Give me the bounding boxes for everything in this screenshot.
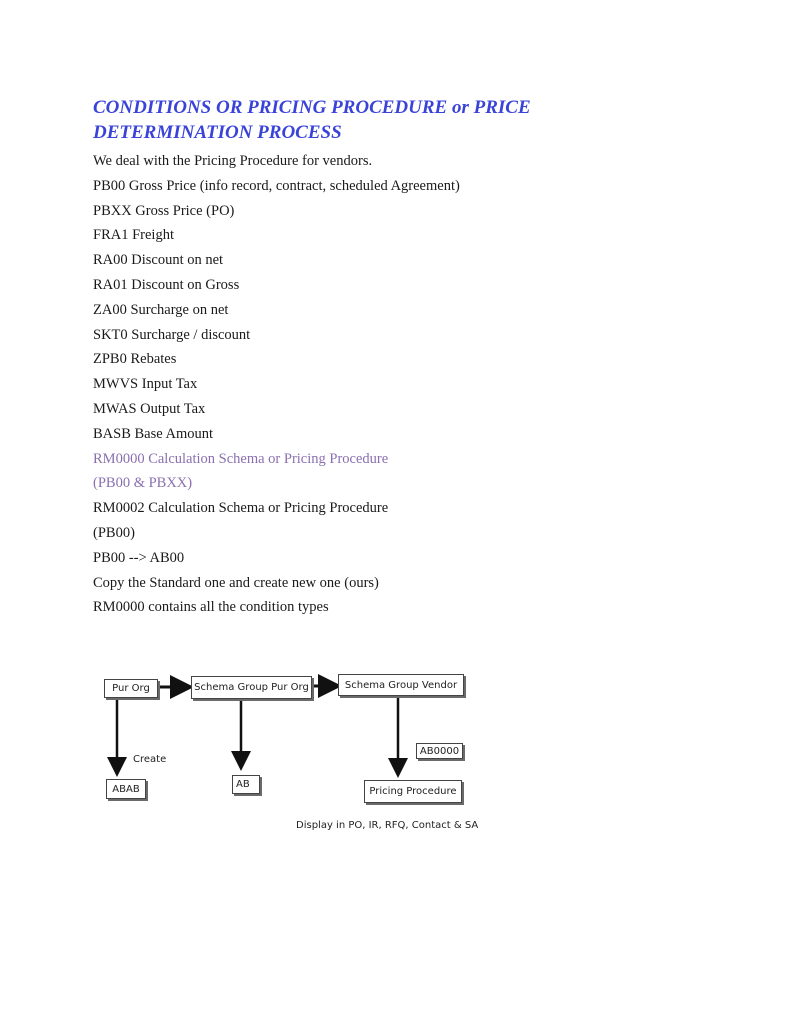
box-ab0000: AB0000 <box>416 743 463 759</box>
box-pricing-procedure: Pricing Procedure <box>364 780 462 803</box>
label-create: Create <box>133 754 167 765</box>
body-line: RA01 Discount on Gross <box>93 276 240 293</box>
page-title: CONDITIONS OR PRICING PROCEDURE or PRICE DETERMINATION PROCESS <box>93 97 531 143</box>
body-line: PB00 Gross Price (info record, contract, scheduled Agreement) <box>93 177 460 194</box>
body-line: SKT0 Surcharge / discount <box>93 326 251 343</box>
body-line: FRA1 Freight <box>93 227 174 244</box>
body-line: PB00 --> AB00 <box>93 549 185 566</box>
body-line: RM0000 contains all the condition types <box>93 599 329 616</box>
body-line: PBXX Gross Price (PO) <box>93 202 235 219</box>
box-abab: ABAB <box>106 779 146 799</box>
body-line: Copy the Standard one and create new one (ours) <box>93 574 379 591</box>
box-pur-org: Pur Org <box>104 679 158 698</box>
body-line: BASB Base Amount <box>93 425 214 442</box>
body-line: ZPB0 Rebates <box>93 351 177 368</box>
body-line: MWVS Input Tax <box>93 376 198 393</box>
body-line: ZA00 Surcharge on net <box>93 301 229 318</box>
label-display: Display in PO, IR, RFQ, Contact & SA <box>296 820 479 831</box>
body-line: We deal with the Pricing Procedure for vendors. <box>93 153 373 169</box>
box-schema-group-vendor: Schema Group Vendor <box>338 674 464 696</box>
body-line: RM0000 Calculation Schema or Pricing Procedure <box>93 450 389 467</box>
body-line: (PB00) <box>93 524 135 541</box>
box-ab: AB <box>232 775 260 794</box>
body-line: RA00 Discount on net <box>93 252 224 269</box>
body-line: RM0002 Calculation Schema or Pricing Procedure <box>93 500 389 517</box>
box-schema-group-pur-org: Schema Group Pur Org <box>191 676 312 699</box>
body-line: (PB00 & PBXX) <box>93 475 193 492</box>
body-line: MWAS Output Tax <box>93 400 206 417</box>
